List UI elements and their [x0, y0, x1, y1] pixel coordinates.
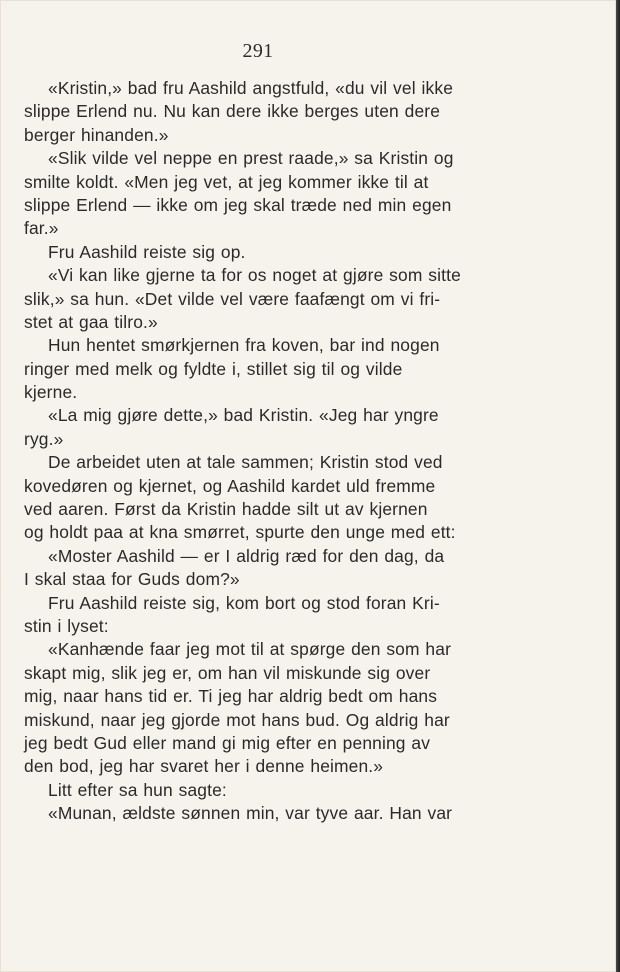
- text-line: slik,» sa hun. «Det vilde vel være faafængt om vi fri-: [24, 288, 441, 309]
- text-line: «La mig gjøre dette,» bad Kristin. «Jeg har yngre: [48, 405, 439, 426]
- text-line: stet at gaa tilro.»: [24, 311, 158, 332]
- text-line: Fru Aashild reiste sig op.: [48, 241, 246, 262]
- text-line: «Slik vilde vel neppe en prest raade,» sa Kristin og: [48, 148, 454, 169]
- text-line: Hun hentet smørkjernen fra koven, bar ind nogen: [48, 335, 440, 356]
- text-line: «Kanhænde faar jeg mot til at spørge den som har: [48, 639, 452, 660]
- text-line: berger hinanden.»: [24, 124, 169, 145]
- text-line: jeg bedt Gud eller mand gi mig efter en penning av: [24, 732, 431, 753]
- text-line: «Munan, ældste sønnen min, var tyve aar. Han var: [48, 803, 453, 824]
- text-line: stin i lyset:: [24, 615, 109, 636]
- text-line: den bod, jeg har svaret her i denne heimen.»: [24, 756, 384, 777]
- text-line: «Moster Aashild — er I aldrig ræd for den dag, da: [48, 545, 445, 566]
- text-line: smilte koldt. «Men jeg vet, at jeg kommer ikke til at: [24, 171, 429, 192]
- text-line: slippe Erlend — ikke om jeg skal træde ned min egen: [24, 194, 452, 215]
- text-line: ryg.»: [24, 428, 64, 449]
- page-number: 291: [242, 40, 274, 62]
- text-line: mig, naar hans tid er. Ti jeg har aldrig bedt om hans: [24, 686, 438, 707]
- text-line: kovedøren og kjernet, og Aashild kardet uld fremme: [24, 475, 436, 496]
- text-line: far.»: [24, 218, 59, 239]
- text-line: og holdt paa at kna smørret, spurte den unge med ett:: [24, 522, 456, 543]
- text-line: ved aaren. Først da Kristin hadde silt ut av kjernen: [24, 499, 428, 520]
- text-line: Litt efter sa hun sagte:: [48, 779, 227, 800]
- text-line: ringer med melk og fyldte i, stillet sig til og vilde: [24, 358, 403, 379]
- text-line: De arbeidet uten at tale sammen; Kristin stod ved: [48, 452, 443, 473]
- text-line: slippe Erlend nu. Nu kan dere ikke berges uten dere: [24, 101, 441, 122]
- text-line: I skal staa for Guds dom?»: [24, 569, 240, 590]
- text-line: Fru Aashild reiste sig, kom bort og stod foran Kri-: [48, 592, 440, 613]
- page-edge-shadow: [616, 0, 620, 972]
- text-line: kjerne.: [24, 382, 78, 403]
- text-line: miskund, naar jeg gjorde mot hans bud. Og aldrig har: [24, 709, 450, 730]
- text-line: skapt mig, slik jeg er, om han vil miskunde sig over: [24, 662, 431, 683]
- body-text: [24, 77, 498, 826]
- text-line: «Kristin,» bad fru Aashild angstfuld, «du vil vel ikke: [48, 78, 454, 98]
- text-line: «Vi kan like gjerne ta for os noget at gjøre som sitte: [48, 265, 461, 286]
